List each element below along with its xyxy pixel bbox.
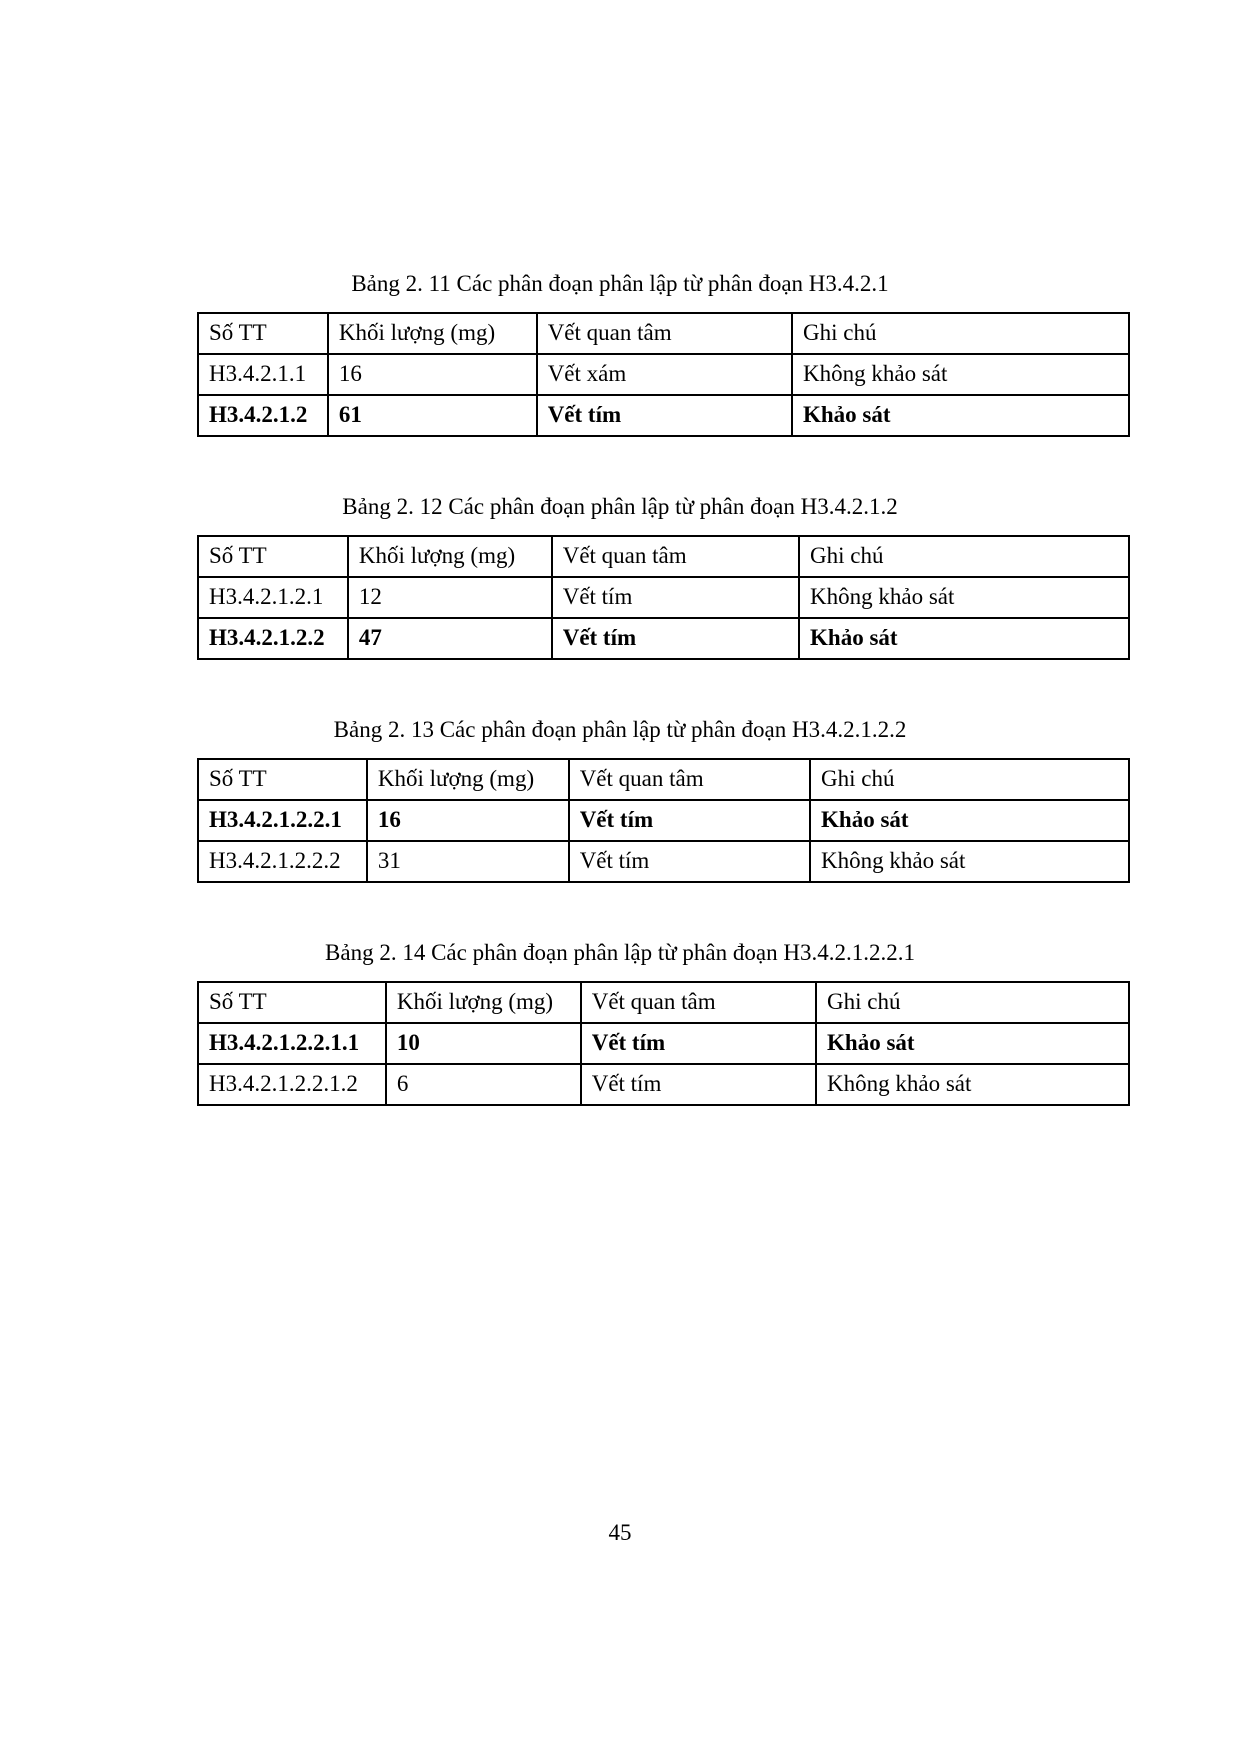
- table-header-row: [198, 536, 1129, 577]
- table-cell: 31: [367, 841, 569, 882]
- header-cell: Số TT: [198, 759, 367, 800]
- table-cell: Vết tím: [581, 1064, 816, 1105]
- table-cell: H3.4.2.1.2.2.1.1: [198, 1023, 386, 1064]
- table-row: [198, 577, 1129, 618]
- table-cell: Vết tím: [569, 841, 810, 882]
- table-row: [198, 800, 1129, 841]
- table-cell: H3.4.2.1.2.1: [198, 577, 348, 618]
- page-number: 45: [608, 1520, 632, 1545]
- header-cell: Khối lượng (mg): [367, 759, 569, 800]
- table-cell: Không khảo sát: [799, 577, 1129, 618]
- table-cell: 61: [328, 395, 537, 436]
- table-cell: Không khảo sát: [816, 1064, 1129, 1105]
- table-cell: Khảo sát: [792, 395, 1129, 436]
- table-cell: 16: [328, 354, 537, 395]
- header-cell: Khối lượng (mg): [328, 313, 537, 354]
- header-cell: Số TT: [198, 313, 328, 354]
- table-row: [198, 1023, 1129, 1064]
- header-cell: Ghi chú: [792, 313, 1129, 354]
- table-cell: H3.4.2.1.2: [198, 395, 328, 436]
- header-cell: Ghi chú: [816, 982, 1129, 1023]
- table-cell: Không khảo sát: [792, 354, 1129, 395]
- table-row: [198, 618, 1129, 659]
- table-cell: H3.4.2.1.2.2.1.2: [198, 1064, 386, 1105]
- table-cell: H3.4.2.1.1: [198, 354, 328, 395]
- table-cell: Vết tím: [552, 577, 799, 618]
- header-cell: Khối lượng (mg): [348, 536, 552, 577]
- table-cell: Khảo sát: [810, 800, 1129, 841]
- table-header-row: [198, 759, 1129, 800]
- table-cell: Vết tím: [537, 395, 792, 436]
- header-cell: Vết quan tâm: [581, 982, 816, 1023]
- table-row: [198, 354, 1129, 395]
- header-cell: Ghi chú: [810, 759, 1129, 800]
- header-cell: Số TT: [198, 536, 348, 577]
- table-cell: 12: [348, 577, 552, 618]
- header-cell: Vết quan tâm: [552, 536, 799, 577]
- table-cell: H3.4.2.1.2.2.2: [198, 841, 367, 882]
- table-2-14: [197, 981, 1130, 1106]
- table-cell: Vết tím: [569, 800, 810, 841]
- table-caption-2-13: Bảng 2. 13 Các phân đoạn phân lập từ phân đoạn H3.4.2.1.2.2: [333, 717, 907, 742]
- table-cell: 47: [348, 618, 552, 659]
- table-caption-2-14: Bảng 2. 14 Các phân đoạn phân lập từ phân đoạn H3.4.2.1.2.2.1: [325, 940, 915, 965]
- table-cell: Vết tím: [552, 618, 799, 659]
- header-cell: Số TT: [198, 982, 386, 1023]
- table-cell: Không khảo sát: [810, 841, 1129, 882]
- table-cell: Vết xám: [537, 354, 792, 395]
- table-row: [198, 1064, 1129, 1105]
- table-row: [198, 395, 1129, 436]
- header-cell: Vết quan tâm: [537, 313, 792, 354]
- table-cell: 6: [386, 1064, 581, 1105]
- table-caption-2-12: Bảng 2. 12 Các phân đoạn phân lập từ phân đoạn H3.4.2.1.2: [342, 494, 898, 519]
- table-caption-2-11: Bảng 2. 11 Các phân đoạn phân lập từ phân đoạn H3.4.2.1: [351, 271, 889, 296]
- header-cell: Ghi chú: [799, 536, 1129, 577]
- table-header-row: [198, 313, 1129, 354]
- table-header-row: [198, 982, 1129, 1023]
- table-cell: 16: [367, 800, 569, 841]
- table-cell: H3.4.2.1.2.2.1: [198, 800, 367, 841]
- table-2-11: [197, 312, 1130, 437]
- header-cell: Vết quan tâm: [569, 759, 810, 800]
- table-2-12: [197, 535, 1130, 660]
- table-2-13: [197, 758, 1130, 883]
- header-cell: Khối lượng (mg): [386, 982, 581, 1023]
- table-cell: H3.4.2.1.2.2: [198, 618, 348, 659]
- table-row: [198, 841, 1129, 882]
- table-cell: Khảo sát: [799, 618, 1129, 659]
- table-cell: Khảo sát: [816, 1023, 1129, 1064]
- table-cell: 10: [386, 1023, 581, 1064]
- table-cell: Vết tím: [581, 1023, 816, 1064]
